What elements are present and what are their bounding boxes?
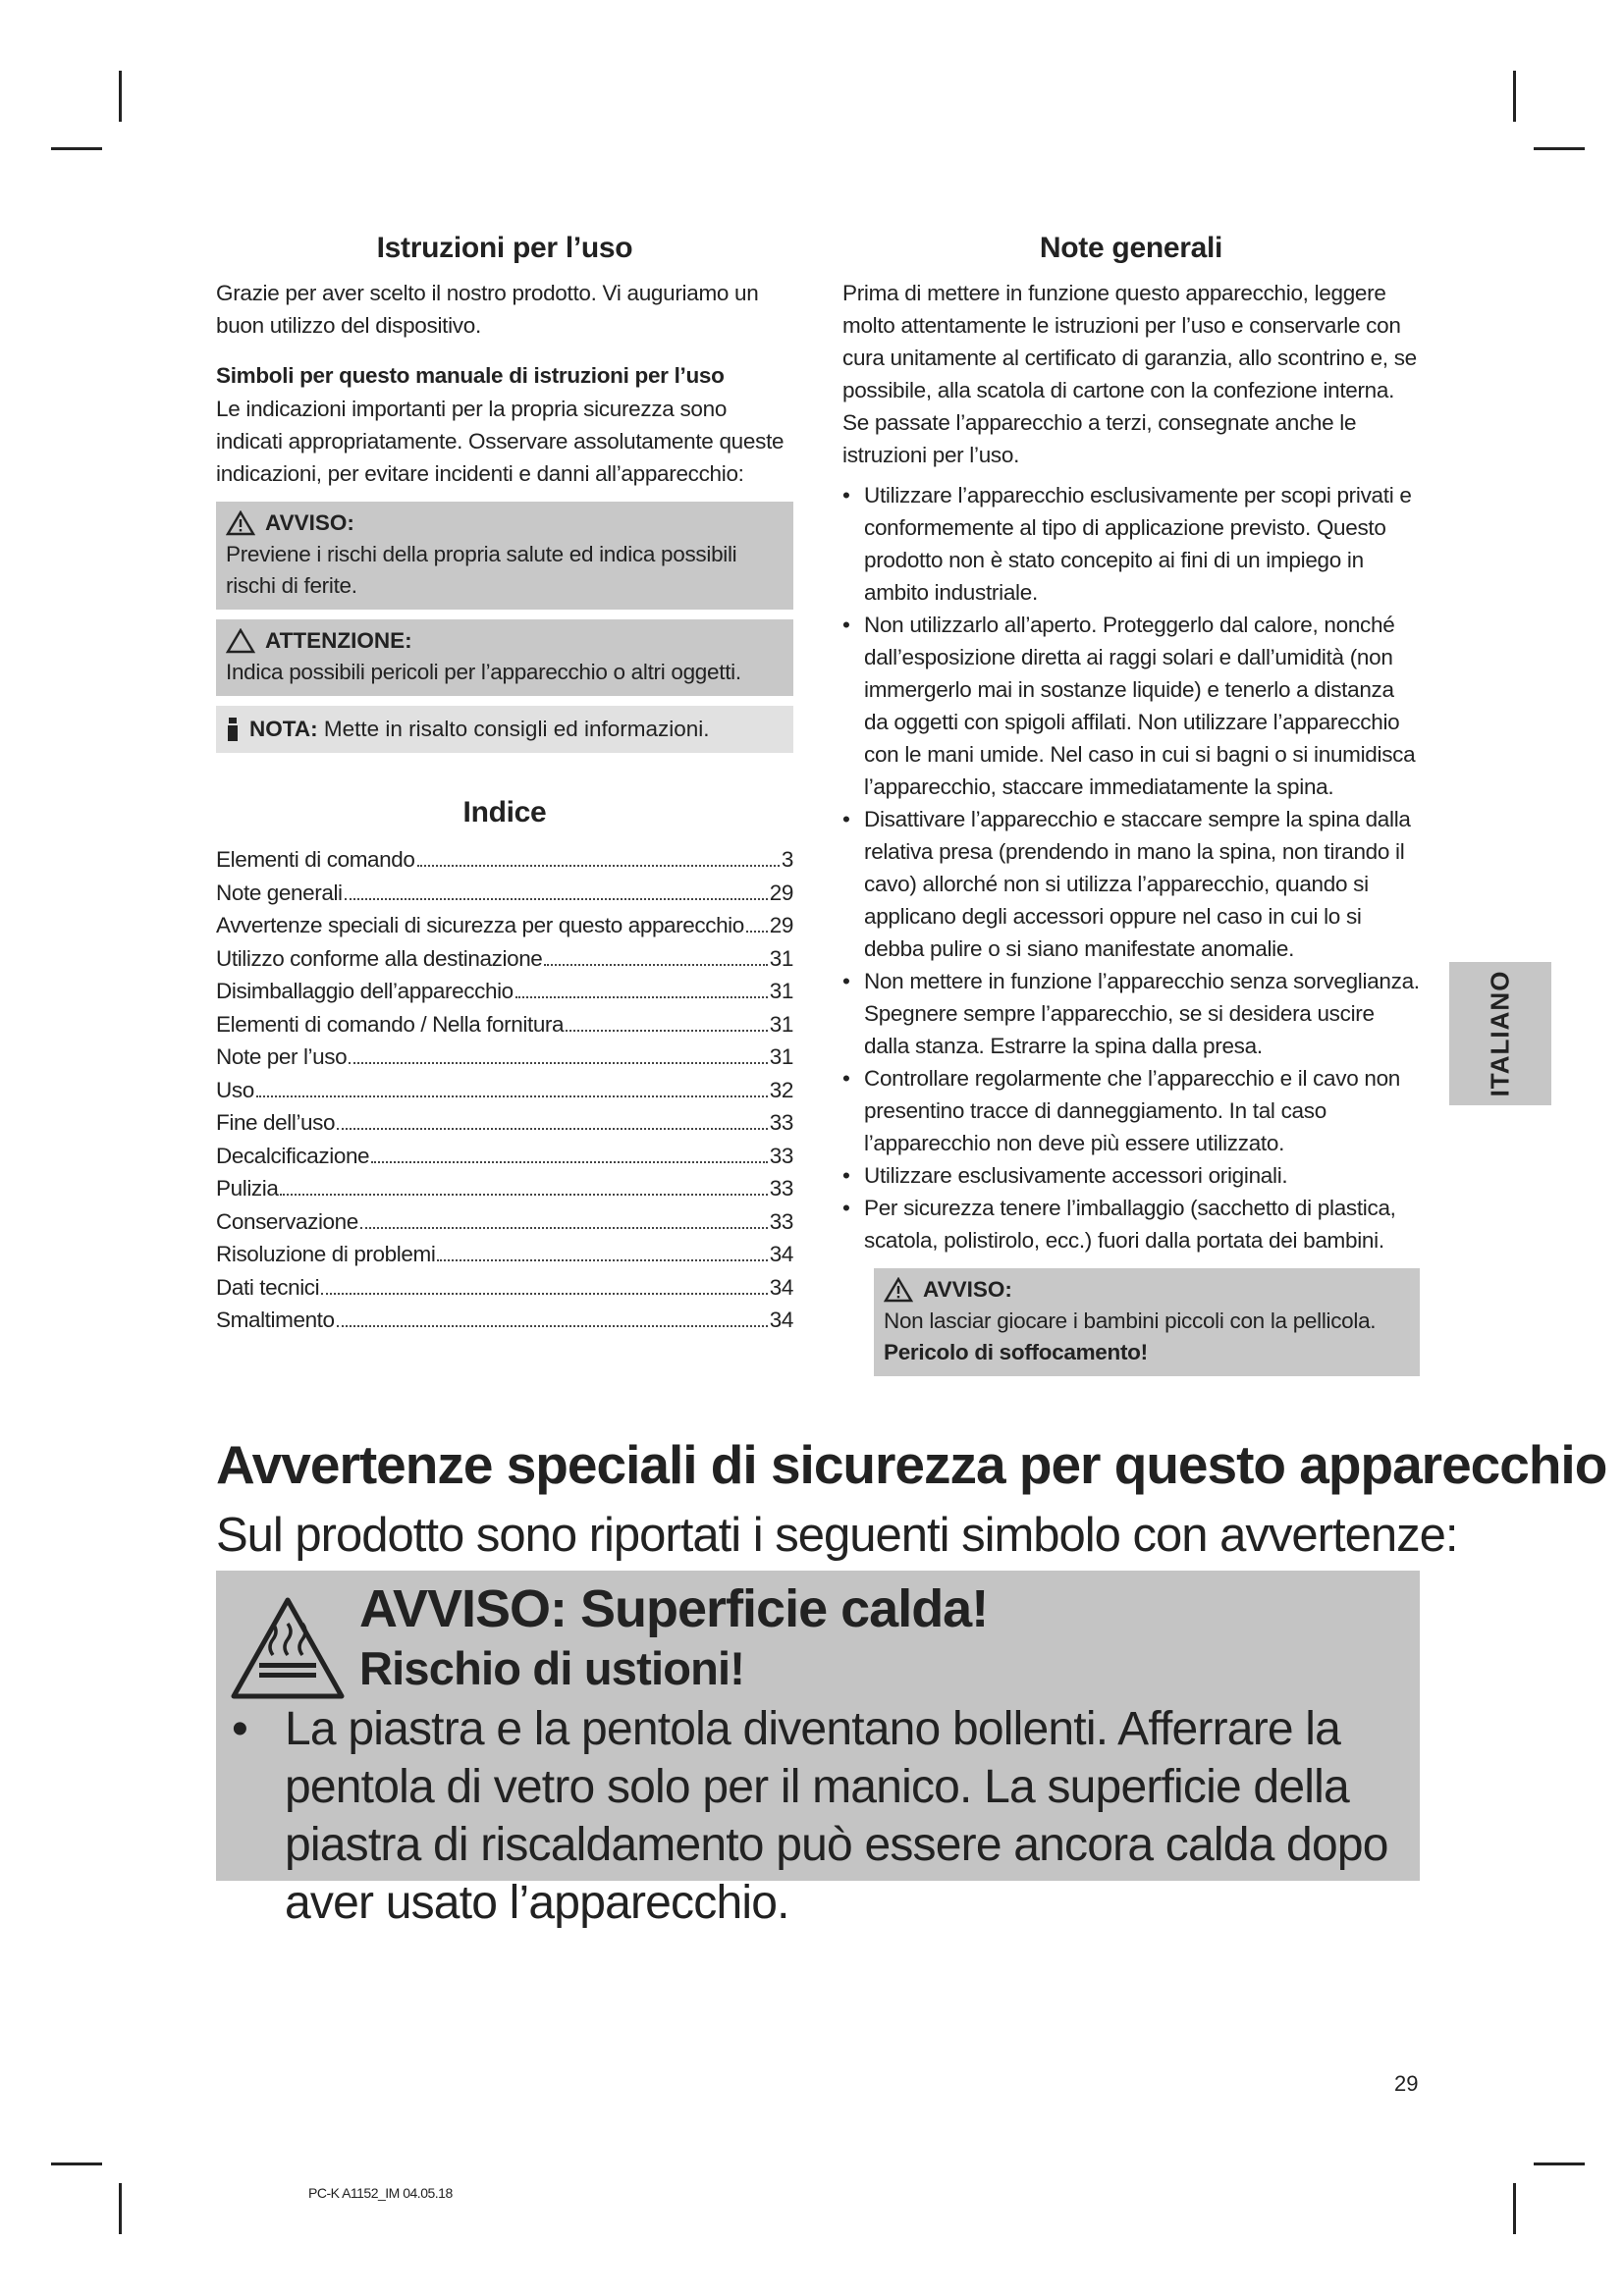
toc-label: Risoluzione di problemi xyxy=(216,1242,436,1266)
language-tab xyxy=(1449,962,1551,1105)
crop-mark xyxy=(51,147,102,150)
toc-row xyxy=(216,942,793,976)
warning-triangle-icon xyxy=(884,1277,913,1303)
toc-page: 31 xyxy=(769,1011,793,1037)
nota-box xyxy=(216,706,793,753)
toc-leader xyxy=(256,1095,768,1097)
avviso-child-box xyxy=(874,1268,1420,1376)
toc-leader xyxy=(337,1128,768,1130)
toc-row xyxy=(216,1271,793,1305)
toc-leader xyxy=(349,1062,768,1064)
toc-leader xyxy=(280,1194,767,1196)
toc-label: Fine dell’uso xyxy=(216,1110,336,1135)
toc-page: 34 xyxy=(769,1274,793,1300)
toc-leader xyxy=(345,898,768,900)
toc-page: 31 xyxy=(769,979,793,1003)
table-of-contents xyxy=(216,843,793,1337)
avviso-text: Previene i rischi della propria salute ed indica possibili rischi di ferite. xyxy=(226,542,737,598)
toc-row xyxy=(216,1172,793,1205)
toc-leader xyxy=(337,1325,768,1327)
toc-label: Pulizia xyxy=(216,1176,279,1201)
toc-row xyxy=(216,843,793,877)
toc-row xyxy=(216,1205,793,1239)
toc-row xyxy=(216,1008,793,1041)
crop-mark xyxy=(1534,147,1585,150)
nota-label: NOTA: xyxy=(249,717,318,741)
crop-mark xyxy=(1534,2163,1585,2165)
toc-page: 34 xyxy=(769,1242,793,1266)
hot-surface-warning-title: AVVISO: Superficie calda! xyxy=(359,1579,989,1638)
footer-code: PC-K A1152_IM 04.05.18 xyxy=(308,2185,453,2201)
toc-leader xyxy=(417,865,780,867)
left-column xyxy=(216,232,793,1337)
right-column xyxy=(842,232,1420,1376)
symbols-heading: Simboli per questo manuale di istruzioni per l’uso xyxy=(216,363,725,388)
special-warnings-subtitle: Sul prodotto sono riportati i seguenti simbolo con avvertenze: xyxy=(216,1509,1458,1562)
toc-row xyxy=(216,1106,793,1140)
crop-mark xyxy=(1513,71,1516,122)
avviso-child-bold: Pericolo di soffocamento! xyxy=(884,1340,1148,1364)
toc-leader xyxy=(360,1227,768,1229)
toc-row xyxy=(216,909,793,942)
burn-risk-text: Rischio di ustioni! xyxy=(359,1642,745,1694)
avviso-child-text: Non lasciar giocare i bambini piccoli con la pellicola. xyxy=(884,1308,1377,1333)
avviso-label: AVVISO: xyxy=(265,510,354,535)
toc-label: Smaltimento xyxy=(216,1308,335,1332)
toc-leader xyxy=(321,1293,768,1295)
toc-row xyxy=(216,975,793,1008)
toc-page: 31 xyxy=(769,945,793,971)
toc-label: Dati tecnici xyxy=(216,1274,320,1300)
toc-leader xyxy=(437,1259,767,1261)
crop-mark xyxy=(119,71,122,122)
intro-text: Grazie per aver scelto il nostro prodotto. Vi auguriamo un buon utilizzo del dispositivo. xyxy=(216,281,759,338)
info-icon xyxy=(226,716,240,743)
crop-mark xyxy=(51,2163,102,2165)
toc-page: 32 xyxy=(769,1077,793,1102)
general-note-item: • Non utilizzarlo all’aperto. Proteggerlo dal calore, nonché dall’esposizione diretta ai raggi solari e dall’umidità (non immergerlo mai in sostanze liquide) e tenerlo a distanza da oggetti con spigoli affilati. Non utilizzare l’apparecchio con le mani umide. Nel caso in cui si bagni o si inumidisca l’apparecchio, staccare immediatamente la spina. xyxy=(842,609,1420,803)
instructions-title: Istruzioni per l’uso xyxy=(376,232,633,264)
toc-page: 3 xyxy=(781,847,793,872)
hot-surface-warning-box xyxy=(216,1571,1420,1929)
toc-row xyxy=(216,1238,793,1271)
attenzione-box xyxy=(216,619,793,696)
attenzione-text: Indica possibili pericoli per l’apparecchio o altri oggetti. xyxy=(226,660,741,684)
general-note-item: • Disattivare l’apparecchio e staccare sempre la spina dalla relativa presa (prendendo in mano la spina, non tirando il cavo) allorché non si utilizza l’apparecchio, quando si applicano degli accessori oppure nel caso in cui lo si debba pulire o si siano manifestate anomalie. xyxy=(842,803,1420,965)
toc-leader xyxy=(746,931,768,933)
special-warnings-title: Avvertenze speciali di sicurezza per questo apparecchio xyxy=(216,1434,1607,1495)
toc-label: Uso xyxy=(216,1077,254,1102)
toc-label: Disimballaggio dell’apparecchio xyxy=(216,979,514,1003)
toc-page: 29 xyxy=(769,880,793,905)
toc-row xyxy=(216,1140,793,1173)
toc-row xyxy=(216,1304,793,1337)
general-notes-list xyxy=(842,479,1420,1256)
avviso-child-label: AVVISO: xyxy=(923,1277,1012,1302)
general-note-item: • Non mettere in funzione l’apparecchio senza sorveglianza. Spegnere sempre l’apparecchio, se si desidera uscire dalla stanza. Estrarre la spina dalla presa. xyxy=(842,965,1420,1062)
general-note-item: • Utilizzare l’apparecchio esclusivamente per scopi privati e conformemente al tipo di applicazione previsto. Questo prodotto non è stato concepito ai fini di un impiego in ambito industriale. xyxy=(842,479,1420,609)
crop-mark xyxy=(119,2183,122,2234)
toc-label: Decalcificazione xyxy=(216,1143,370,1168)
index-title: Indice xyxy=(462,796,547,828)
crop-mark xyxy=(1513,2183,1516,2234)
avviso-box xyxy=(216,502,793,610)
toc-leader xyxy=(566,1030,768,1032)
toc-label: Note generali xyxy=(216,880,343,905)
toc-page: 33 xyxy=(769,1110,793,1135)
toc-leader xyxy=(371,1161,768,1163)
toc-row xyxy=(216,1041,793,1074)
toc-row xyxy=(216,1074,793,1107)
toc-leader xyxy=(515,996,768,998)
general-notes-intro: Prima di mettere in funzione questo apparecchio, leggere molto attentamente le istruzioni per l’uso e conservarle con cura unitamente al certificato di garanzia, allo scontrino e, se possibile, alla scatola di cartone con la confezione interna. Se passate l’apparecchio a terzi, consegnate anche le istruzioni per l’uso. xyxy=(842,281,1417,467)
general-note-item: • Controllare regolarmente che l’apparecchio e il cavo non presentino tracce di danneggiamento. In tal caso l’apparecchio non deve più essere utilizzato. xyxy=(842,1062,1420,1159)
toc-leader xyxy=(544,964,767,966)
toc-label: Elementi di comando xyxy=(216,847,415,872)
toc-page: 31 xyxy=(769,1044,793,1069)
toc-label: Conservazione xyxy=(216,1208,358,1234)
language-tab-label: ITALIANO xyxy=(1485,970,1515,1097)
general-note-item: • Utilizzare esclusivamente accessori originali. xyxy=(842,1159,1420,1192)
symbols-text: Le indicazioni importanti per la propria sicurezza sono indicati appropriatamente. Osservare assolutamente queste indicazioni, per evitare incidenti e danni all’apparecchio: xyxy=(216,397,785,486)
attenzione-label: ATTENZIONE: xyxy=(265,628,412,653)
toc-page: 33 xyxy=(769,1208,793,1234)
toc-page: 29 xyxy=(769,913,793,937)
warning-triangle-icon xyxy=(226,510,255,536)
toc-label: Utilizzo conforme alla destinazione xyxy=(216,945,543,971)
toc-label: Note per l’uso xyxy=(216,1044,348,1069)
caution-triangle-icon xyxy=(226,628,255,654)
toc-page: 33 xyxy=(769,1176,793,1201)
nota-text: Mette in risalto consigli ed informazioni. xyxy=(323,717,710,741)
general-note-item: • Per sicurezza tenere l’imballaggio (sacchetto di plastica, scatola, polistirolo, ecc.) fuori dalla portata dei bambini. xyxy=(842,1192,1420,1256)
toc-page: 33 xyxy=(769,1143,793,1168)
toc-row xyxy=(216,877,793,910)
hot-surface-icon xyxy=(230,1596,346,1700)
toc-label: Elementi di comando / Nella fornitura xyxy=(216,1011,565,1037)
general-notes-title: Note generali xyxy=(1039,232,1223,264)
toc-page: 34 xyxy=(769,1308,793,1332)
toc-label: Avvertenze speciali di sicurezza per questo apparecchio xyxy=(216,913,744,937)
hot-surface-warning-text: • La piastra e la pentola diventano bollenti. Afferrare la pentola di vetro solo per il manico. La superficie della piastra di riscaldamento può essere ancora calda dopo aver usato l’apparecchio. xyxy=(228,1700,1463,1932)
page-number: 29 xyxy=(1394,2071,1419,2096)
